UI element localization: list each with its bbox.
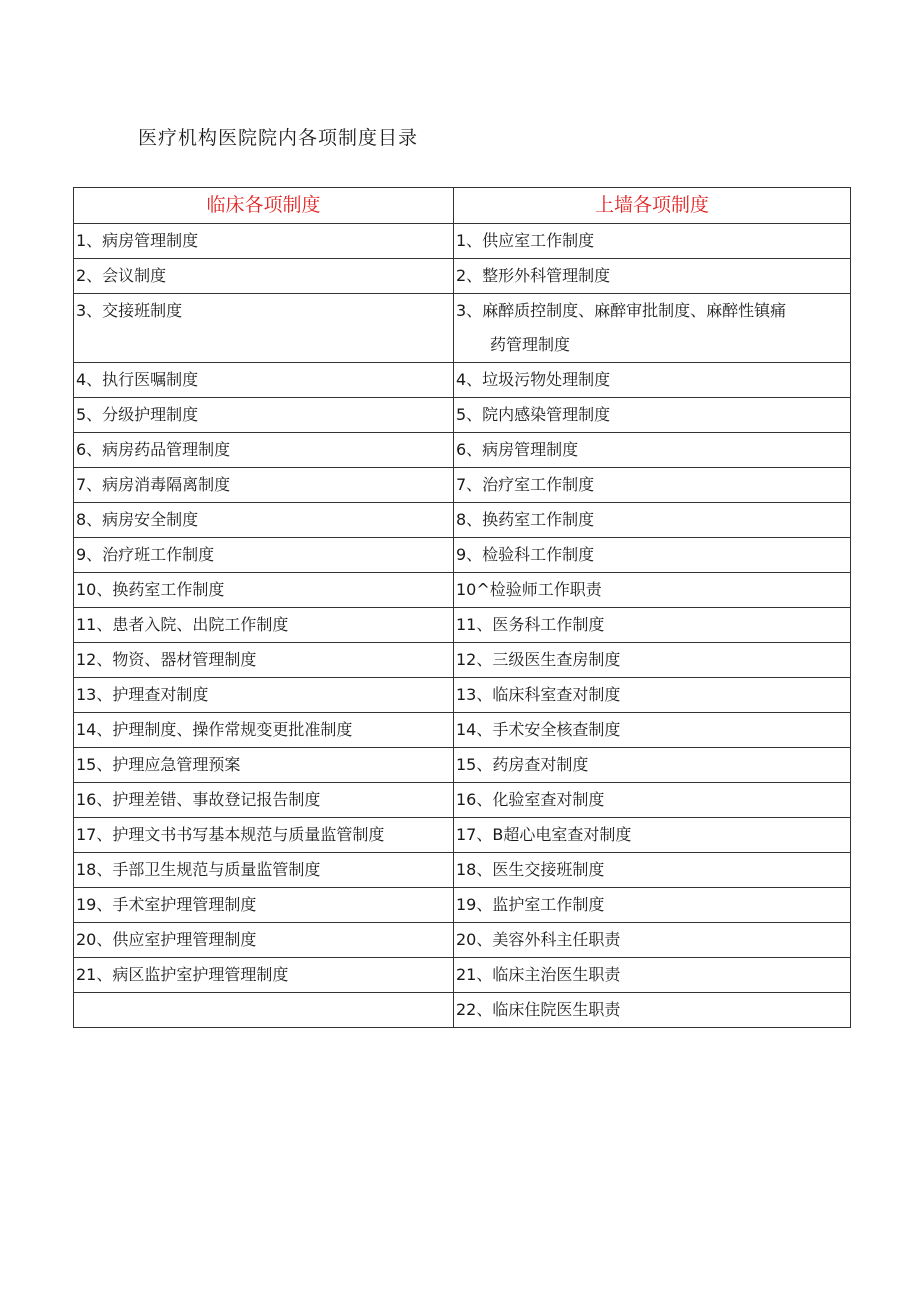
table-row <box>74 678 851 713</box>
table-row <box>74 433 851 468</box>
wall-item: 18、医生交接班制度 <box>454 853 851 888</box>
table-row <box>74 294 851 363</box>
table-row <box>74 224 851 259</box>
table-row <box>74 748 851 783</box>
clinical-item: 5、分级护理制度 <box>74 398 454 433</box>
table-row <box>74 923 851 958</box>
header-wall-posted: 上墙各项制度 <box>454 188 851 224</box>
document-title: 医疗机构医院院内各项制度目录 <box>138 127 419 149</box>
wall-item: 6、病房管理制度 <box>454 433 851 468</box>
table-row <box>74 468 851 503</box>
wall-item-line1: 3、麻醉质控制度、麻醉审批制度、麻醉性镇痛 <box>456 301 787 320</box>
table-row <box>74 503 851 538</box>
table-row <box>74 363 851 398</box>
clinical-item: 17、护理文书书写基本规范与质量监管制度 <box>74 818 454 853</box>
wall-item: 9、检验科工作制度 <box>454 538 851 573</box>
wall-item: 4、垃圾污物处理制度 <box>454 363 851 398</box>
table-row <box>74 259 851 294</box>
table-row <box>74 713 851 748</box>
table-header-row <box>74 188 851 224</box>
wall-item: 11、医务科工作制度 <box>454 608 851 643</box>
clinical-item: 8、病房安全制度 <box>74 503 454 538</box>
wall-item: 21、临床主治医生职责 <box>454 958 851 993</box>
wall-item <box>454 294 851 363</box>
table-row <box>74 888 851 923</box>
wall-item: 14、手术安全核查制度 <box>454 713 851 748</box>
wall-item: 17、B超心电室查对制度 <box>454 818 851 853</box>
clinical-item: 11、患者入院、出院工作制度 <box>74 608 454 643</box>
clinical-item: 7、病房消毒隔离制度 <box>74 468 454 503</box>
wall-item: 2、整形外科管理制度 <box>454 259 851 294</box>
table-row <box>74 853 851 888</box>
table-row <box>74 818 851 853</box>
wall-item: 13、临床科室查对制度 <box>454 678 851 713</box>
wall-item: 8、换药室工作制度 <box>454 503 851 538</box>
clinical-item: 19、手术室护理管理制度 <box>74 888 454 923</box>
wall-item: 19、监护室工作制度 <box>454 888 851 923</box>
table-row <box>74 608 851 643</box>
wall-item: 7、治疗室工作制度 <box>454 468 851 503</box>
clinical-item: 2、会议制度 <box>74 259 454 294</box>
clinical-item: 20、供应室护理管理制度 <box>74 923 454 958</box>
clinical-item: 16、护理差错、事故登记报告制度 <box>74 783 454 818</box>
wall-item: 5、院内感染管理制度 <box>454 398 851 433</box>
wall-item: 20、美容外科主任职责 <box>454 923 851 958</box>
table-row <box>74 993 851 1028</box>
clinical-item: 14、护理制度、操作常规变更批准制度 <box>74 713 454 748</box>
header-clinical: 临床各项制度 <box>74 188 454 224</box>
wall-item: 10^检验师工作职责 <box>454 573 851 608</box>
clinical-item: 4、执行医嘱制度 <box>74 363 454 398</box>
wall-item: 12、三级医生查房制度 <box>454 643 851 678</box>
clinical-item <box>74 993 454 1028</box>
table-row <box>74 573 851 608</box>
clinical-item: 12、物资、器材管理制度 <box>74 643 454 678</box>
table-row <box>74 643 851 678</box>
table-row <box>74 783 851 818</box>
wall-item: 16、化验室查对制度 <box>454 783 851 818</box>
wall-item: 15、药房查对制度 <box>454 748 851 783</box>
clinical-item: 9、治疗班工作制度 <box>74 538 454 573</box>
clinical-item: 18、手部卫生规范与质量监管制度 <box>74 853 454 888</box>
clinical-item: 21、病区监护室护理管理制度 <box>74 958 454 993</box>
table-row <box>74 958 851 993</box>
table-row <box>74 538 851 573</box>
wall-item: 1、供应室工作制度 <box>454 224 851 259</box>
clinical-item: 10、换药室工作制度 <box>74 573 454 608</box>
wall-item: 22、临床住院医生职责 <box>454 993 851 1028</box>
wall-item-line2: 药管理制度 <box>490 335 571 354</box>
regulations-table <box>73 187 851 1028</box>
table-row <box>74 398 851 433</box>
clinical-item: 13、护理查对制度 <box>74 678 454 713</box>
clinical-item: 15、护理应急管理预案 <box>74 748 454 783</box>
clinical-item: 1、病房管理制度 <box>74 224 454 259</box>
clinical-item: 6、病房药品管理制度 <box>74 433 454 468</box>
clinical-item: 3、交接班制度 <box>74 294 454 363</box>
